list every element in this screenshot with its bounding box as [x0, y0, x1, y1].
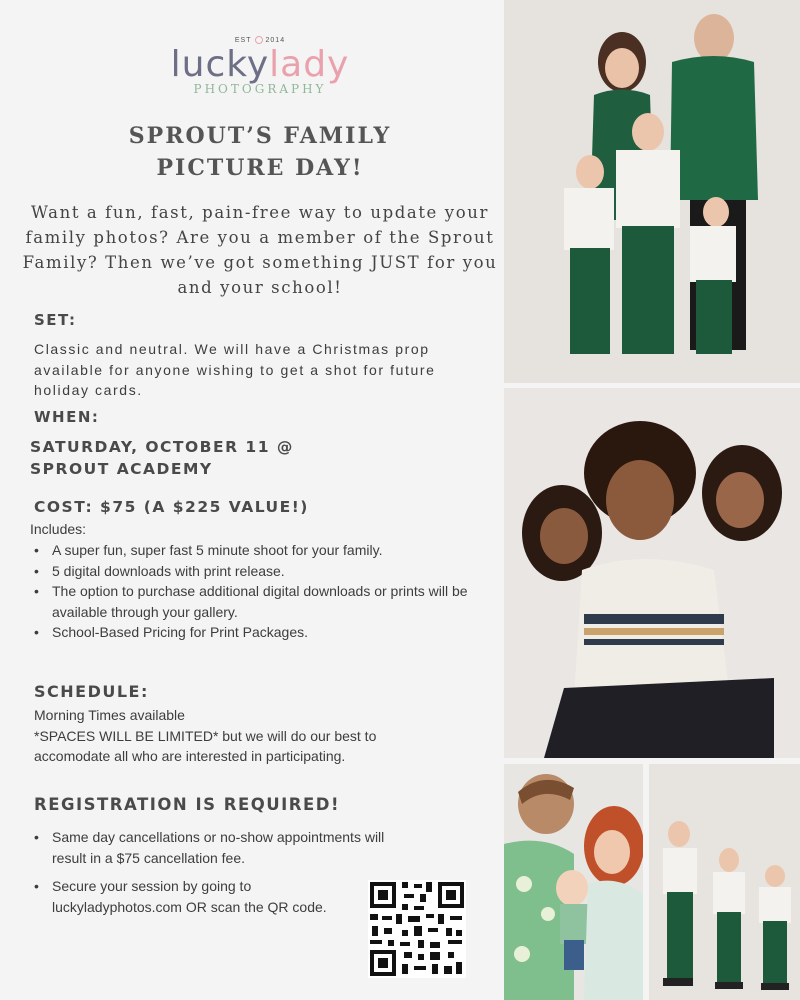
- cost-heading: COST: $75 (A $225 VALUE!): [34, 498, 309, 516]
- logo-name-lady: lady: [269, 44, 350, 85]
- logo-flower-icon: [255, 36, 263, 44]
- page-title: [60, 120, 460, 184]
- logo-year: 2014: [265, 36, 286, 44]
- schedule-line-1: Morning Times available: [34, 707, 185, 723]
- list-item: • Secure your session by going to luckyladyphotos.com OR scan the QR code.: [30, 876, 364, 917]
- kids-photo: [504, 388, 800, 758]
- schedule-heading: SCHEDULE:: [34, 682, 149, 701]
- set-text: Classic and neutral. We will have a Christmas prop available for anyone wishing to get a shot for future holiday cards.: [34, 341, 436, 398]
- set-heading: SET:: [34, 311, 77, 329]
- logo-name-lucky: lucky: [170, 44, 270, 85]
- when-line-2: SPROUT ACADEMY: [30, 460, 213, 478]
- list-item: • School-Based Pricing for Print Packages.: [30, 622, 470, 643]
- kids-photo-illustration: [504, 388, 800, 758]
- when-line-1: SATURDAY, OCTOBER 11 @: [30, 438, 294, 456]
- family-photo-illustration: [504, 0, 800, 383]
- boys-photo-illustration: [649, 764, 800, 1000]
- schedule-line-2: *SPACES WILL BE LIMITED* but we will do our best to accomodate all who are interested in participating.: [34, 727, 377, 764]
- registration-heading: REGISTRATION IS REQUIRED!: [34, 795, 340, 814]
- intro-paragraph: Want a fun, fast, pain-free way to update your family photos? Are you a member of the Sprout Family? Then we’ve got something JUST for you and your school!: [22, 203, 498, 297]
- list-item: • 5 digital downloads with print release.: [30, 561, 470, 582]
- when-date: [30, 436, 294, 480]
- includes-label: Includes:: [30, 521, 87, 537]
- logo-est: EST: [234, 36, 252, 44]
- qr-code-graphic: [368, 880, 466, 978]
- brand-logo: [160, 36, 360, 96]
- boys-photo: [649, 764, 800, 1000]
- title-line-2: PICTURE DAY!: [156, 155, 364, 181]
- title-line-1: SPROUT’S FAMILY: [128, 123, 392, 149]
- logo-subtitle: PHOTOGRAPHY: [193, 82, 327, 96]
- includes-list: [30, 540, 470, 643]
- parents-baby-illustration: [504, 764, 643, 1000]
- list-item: • Same day cancellations or no-show appointments will result in a $75 cancellation fee.: [30, 827, 410, 868]
- list-item: • The option to purchase additional digital downloads or prints will be available through your gallery.: [30, 581, 470, 622]
- family-photo: [504, 0, 800, 383]
- when-heading: WHEN:: [34, 408, 100, 426]
- registration-list: [30, 827, 410, 917]
- list-item: • A super fun, super fast 5 minute shoot for your family.: [30, 540, 470, 561]
- qr-code[interactable]: [368, 880, 466, 978]
- parents-baby-photo: [504, 764, 643, 1000]
- schedule-text: [34, 705, 414, 767]
